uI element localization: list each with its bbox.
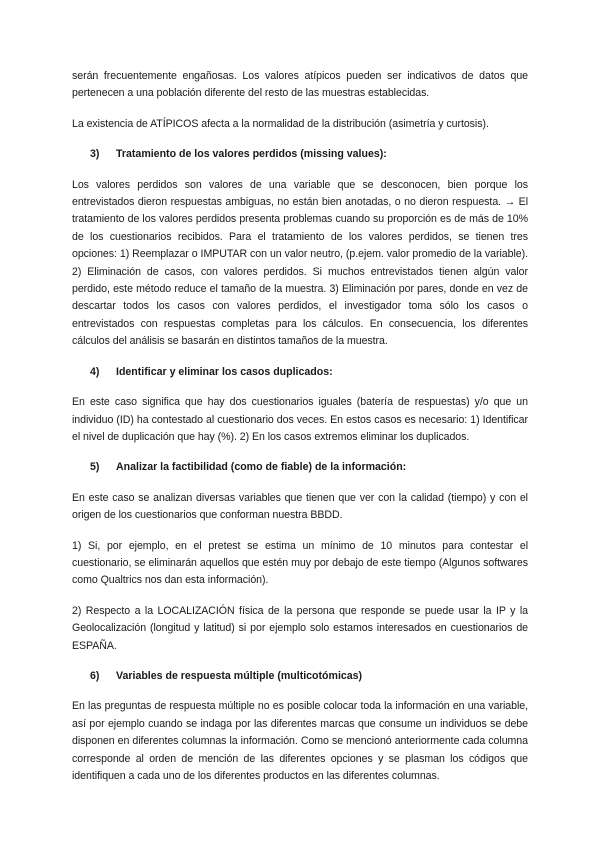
paragraph-reliability-intro: En este caso se analizan diversas variables que tienen que ver con la calidad (tiempo) y con el origen de los cuestionarios que conforman nuestra BBDD. — [72, 491, 528, 522]
paragraph-missing-values: Los valores perdidos son valores de una variable que se desconocen, bien porque los entrevistados dieron respuestas ambiguas, no están bien anotadas, o no dieron respuesta. → El tratamiento de los valores perdidos presenta problemas cuando su proporción es de más de 10% de los cuestionarios recibidos. Para el tratamiento de los valores perdidos, se tienen tres opciones: 1) Reemplazar o IMPUTAR con un valor neutro, (p.ejem. valor promedio de la variable). 2) Eliminación de casos, con valores perdidos. Si muchos entrevistados tienen algún valor perdido, este método reduce el tamaño de la muestra. 3) Eliminación por pares, donde en vez de descartar todos los casos con valores perdidos, el investigador toma sólo los casos o entrevistados con respuestas completas para los cálculos. En consecuencia, los diferentes cálculos del análisis se basarán en distintos tamaños de la muestra. — [72, 178, 528, 348]
heading-number: 6) — [90, 669, 100, 682]
paragraph-reliability-time: 1) Si, por ejemplo, en el pretest se estima un mínimo de 10 minutos para contestar el cuestionario, se eliminarán aquellos que estén muy por debajo de este tiempo (Algunos softwares como Qualtrics nos dan esta información). — [72, 539, 528, 587]
heading-duplicates — [72, 364, 528, 381]
heading-number: 5) — [90, 461, 100, 474]
heading-text: Analizar la factibilidad (como de fiable) de la información: — [116, 461, 407, 474]
heading-text: Tratamiento de los valores perdidos (missing values): — [116, 148, 387, 161]
heading-number: 3) — [90, 148, 100, 161]
heading-number: 4) — [90, 365, 100, 378]
paragraph-multiple-response: En las preguntas de respuesta múltiple no es posible colocar toda la información en una variable, así por ejemplo cuando se indaga por las diferentes marcas que consume un individuos se debe disponen en diferentes columnas la información. Como se mencionó anteriormente cada columna corresponde al orden de mención de las diferentes opciones y se plasman los códigos que identifiquen a cada uno de los diferentes productos en las diferentes columnas. — [72, 700, 528, 782]
heading-text: Identificar y eliminar los casos duplicados: — [116, 365, 333, 378]
heading-reliability — [72, 459, 528, 476]
heading-text: Variables de respuesta múltiple (multicotómicas) — [116, 669, 363, 682]
heading-multiple-response — [72, 668, 528, 685]
paragraph-duplicates: En este caso significa que hay dos cuestionarios iguales (batería de respuestas) y/o que un individuo (ID) ha contestado al cuestionario dos veces. En estos casos es necesario: 1) Identificar el nivel de duplicación que hay (%). 2) En los casos extremos eliminar los duplicados. — [72, 396, 528, 443]
paragraph-outliers-normality: La existencia de ATÍPICOS afecta a la normalidad de la distribución (asimetría y curtosis). — [72, 117, 489, 130]
paragraph-reliability-location: 2) Respecto a la LOCALIZACIÓN física de la persona que responde se puede usar la IP y la Geolocalización (longitud y latitud) si por ejemplo solo estamos interesados en cuestionarios de ESPAÑA. — [72, 604, 528, 652]
heading-missing-values — [72, 146, 528, 163]
paragraph-outliers-continuation: serán frecuentemente engañosas. Los valores atípicos pueden ser indicativos de datos que pertenecen a una población diferente del resto de las muestras establecidas. — [72, 70, 528, 100]
